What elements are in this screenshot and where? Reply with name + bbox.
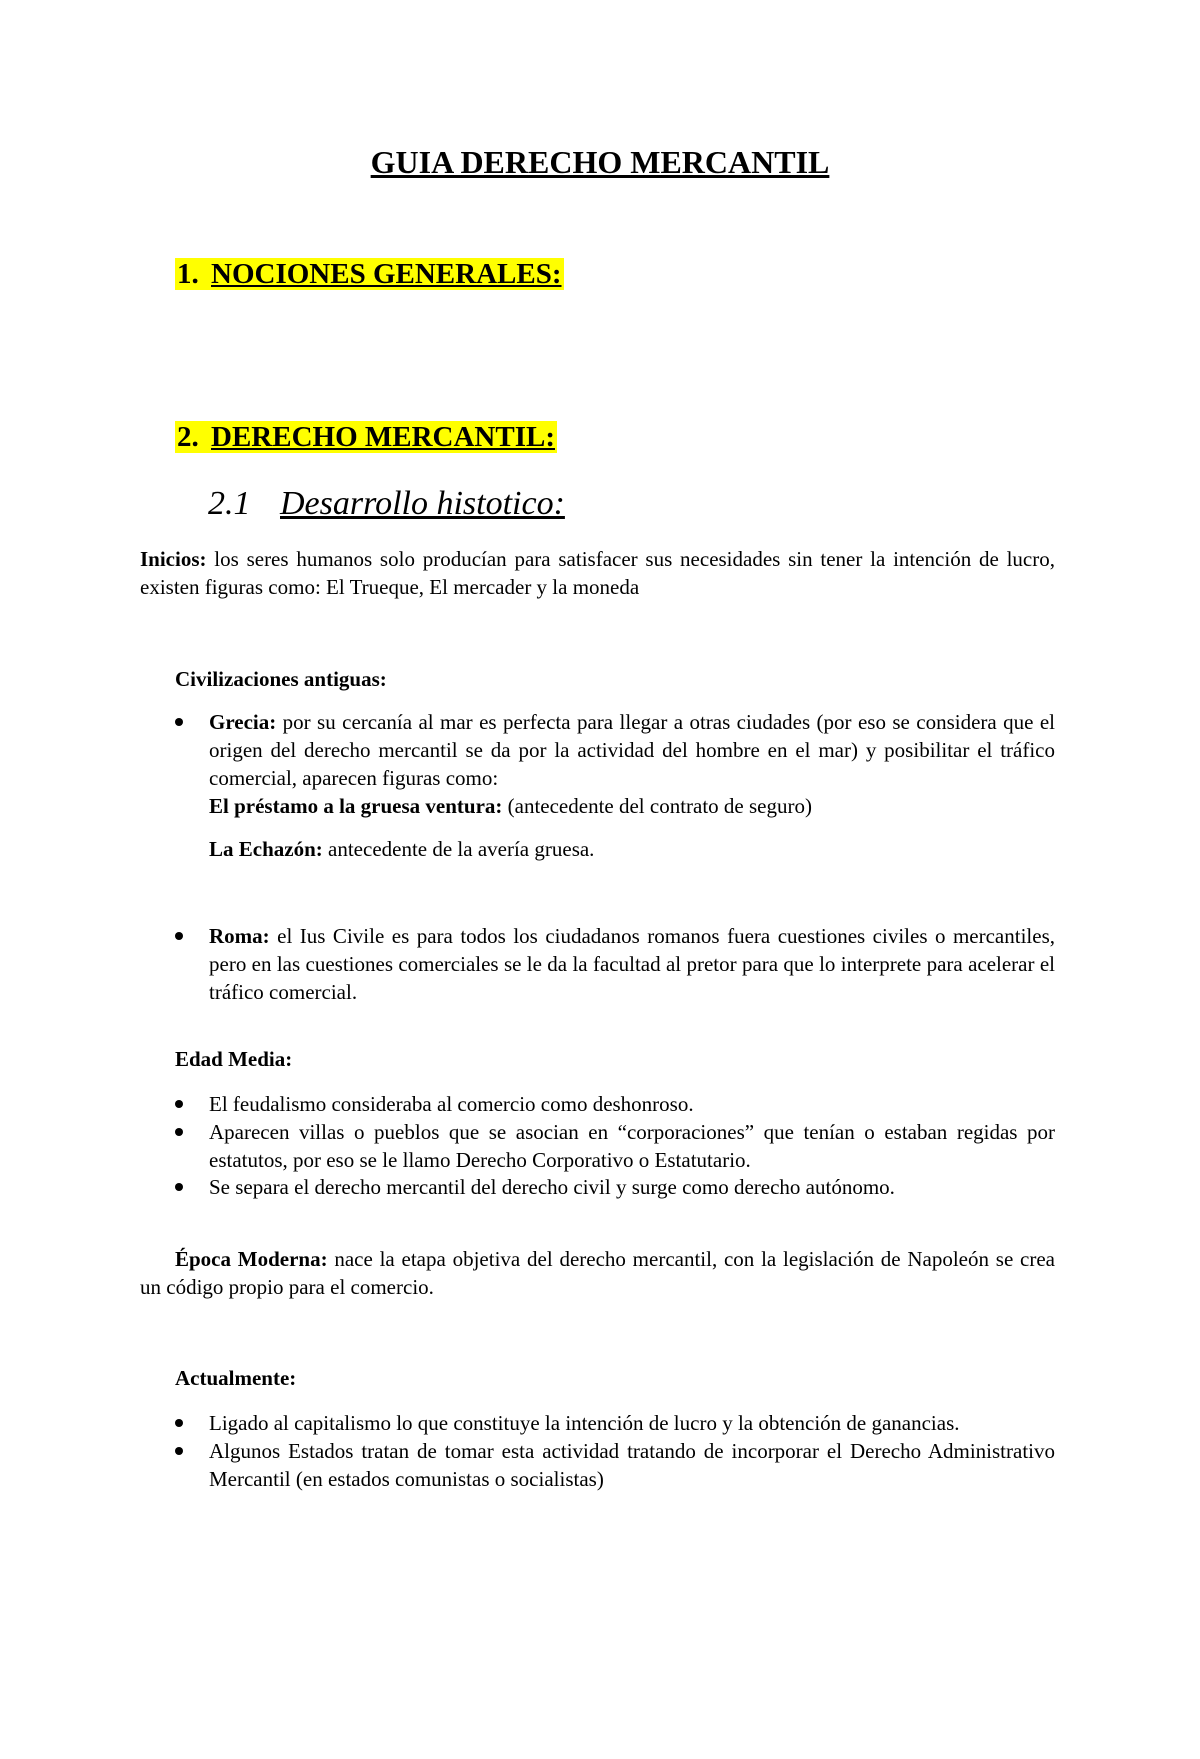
prestamo-text: (antecedente del contrato de seguro) xyxy=(502,794,812,818)
inicios-paragraph xyxy=(140,545,1055,601)
epoca-moderna-label: Época Moderna: xyxy=(175,1247,328,1271)
list-item-text: El feudalismo consideraba al comercio como deshonroso. xyxy=(209,1092,694,1116)
inicios-label: Inicios: xyxy=(140,547,207,571)
section-number: 2. xyxy=(177,421,199,453)
prestamo-line xyxy=(209,792,812,820)
epoca-moderna-paragraph xyxy=(140,1245,1055,1301)
list-item-text: Aparecen villas o pueblos que se asocian en “corporaciones” que tenían o estaban regidas por estatutos, por eso se le llamo Derecho Corporativo o Estatutario. xyxy=(209,1120,1055,1172)
section-label: DERECHO MERCANTIL: xyxy=(211,421,555,453)
document-title: GUIA DERECHO MERCANTIL xyxy=(370,144,830,180)
roma-label: Roma: xyxy=(209,924,270,948)
echazon-text: antecedente de la avería gruesa. xyxy=(322,837,595,861)
bullet-icon xyxy=(175,1419,183,1427)
section-number: 1. xyxy=(177,258,199,290)
grecia-label: Grecia: xyxy=(209,710,277,734)
inicios-text: los seres humanos solo producían para satisfacer sus necesidades sin tener la intención de lucro, existen figuras como: El Trueque, El mercader y la moneda xyxy=(140,547,1055,599)
roma-text: el Ius Civile es para todos los ciudadanos romanos fuera cuestiones civiles o mercantiles, pero en las cuestiones comerciales se le da la facultad al pretor para que lo interprete para acelerar el tráfico comercial. xyxy=(209,924,1055,1004)
echazon-label: La Echazón: xyxy=(209,837,323,861)
grecia-text: por su cercanía al mar es perfecta para llegar a otras ciudades (por eso se considera que el origen del derecho mercantil se da por la actividad del hombre en el mar) y posibilitar el tráfico comercial, aparecen figuras como: xyxy=(209,710,1055,790)
actualmente-heading: Actualmente: xyxy=(175,1366,297,1390)
epoca-moderna-text: nace la etapa objetiva del derecho mercantil, con la legislación de Napoleón se crea un código propio para el comercio. xyxy=(140,1247,1055,1299)
edad-media-heading: Edad Media: xyxy=(175,1047,293,1071)
echazon-line xyxy=(209,835,594,863)
section-heading-1 xyxy=(175,256,564,292)
subsection-label: Desarrollo histotico: xyxy=(280,485,565,522)
list-item-text xyxy=(209,922,1055,1006)
highlight xyxy=(175,421,557,453)
list-item-text: Algunos Estados tratan de tomar esta actividad tratando de incorporar el Derecho Administrativo Mercantil (en estados comunistas o socialistas) xyxy=(209,1439,1055,1491)
bullet-icon xyxy=(175,932,183,940)
subsection-number: 2.1 xyxy=(208,485,251,522)
list-item-text xyxy=(209,708,1055,792)
list-item-text: Ligado al capitalismo lo que constituye la intención de lucro y la obtención de ganancias. xyxy=(209,1411,960,1435)
list-item-text: Se separa el derecho mercantil del derecho civil y surge como derecho autónomo. xyxy=(209,1175,895,1199)
prestamo-label: El préstamo a la gruesa ventura: xyxy=(209,794,503,818)
section-label: NOCIONES GENERALES: xyxy=(211,258,562,290)
civilizaciones-heading: Civilizaciones antiguas: xyxy=(175,667,387,691)
bullet-icon xyxy=(175,1128,183,1136)
bullet-icon xyxy=(175,1100,183,1108)
bullet-icon xyxy=(175,718,183,726)
subsection-heading xyxy=(208,483,565,525)
bullet-icon xyxy=(175,1183,183,1191)
bullet-icon xyxy=(175,1447,183,1455)
highlight xyxy=(175,258,564,290)
section-heading-2 xyxy=(175,419,557,455)
